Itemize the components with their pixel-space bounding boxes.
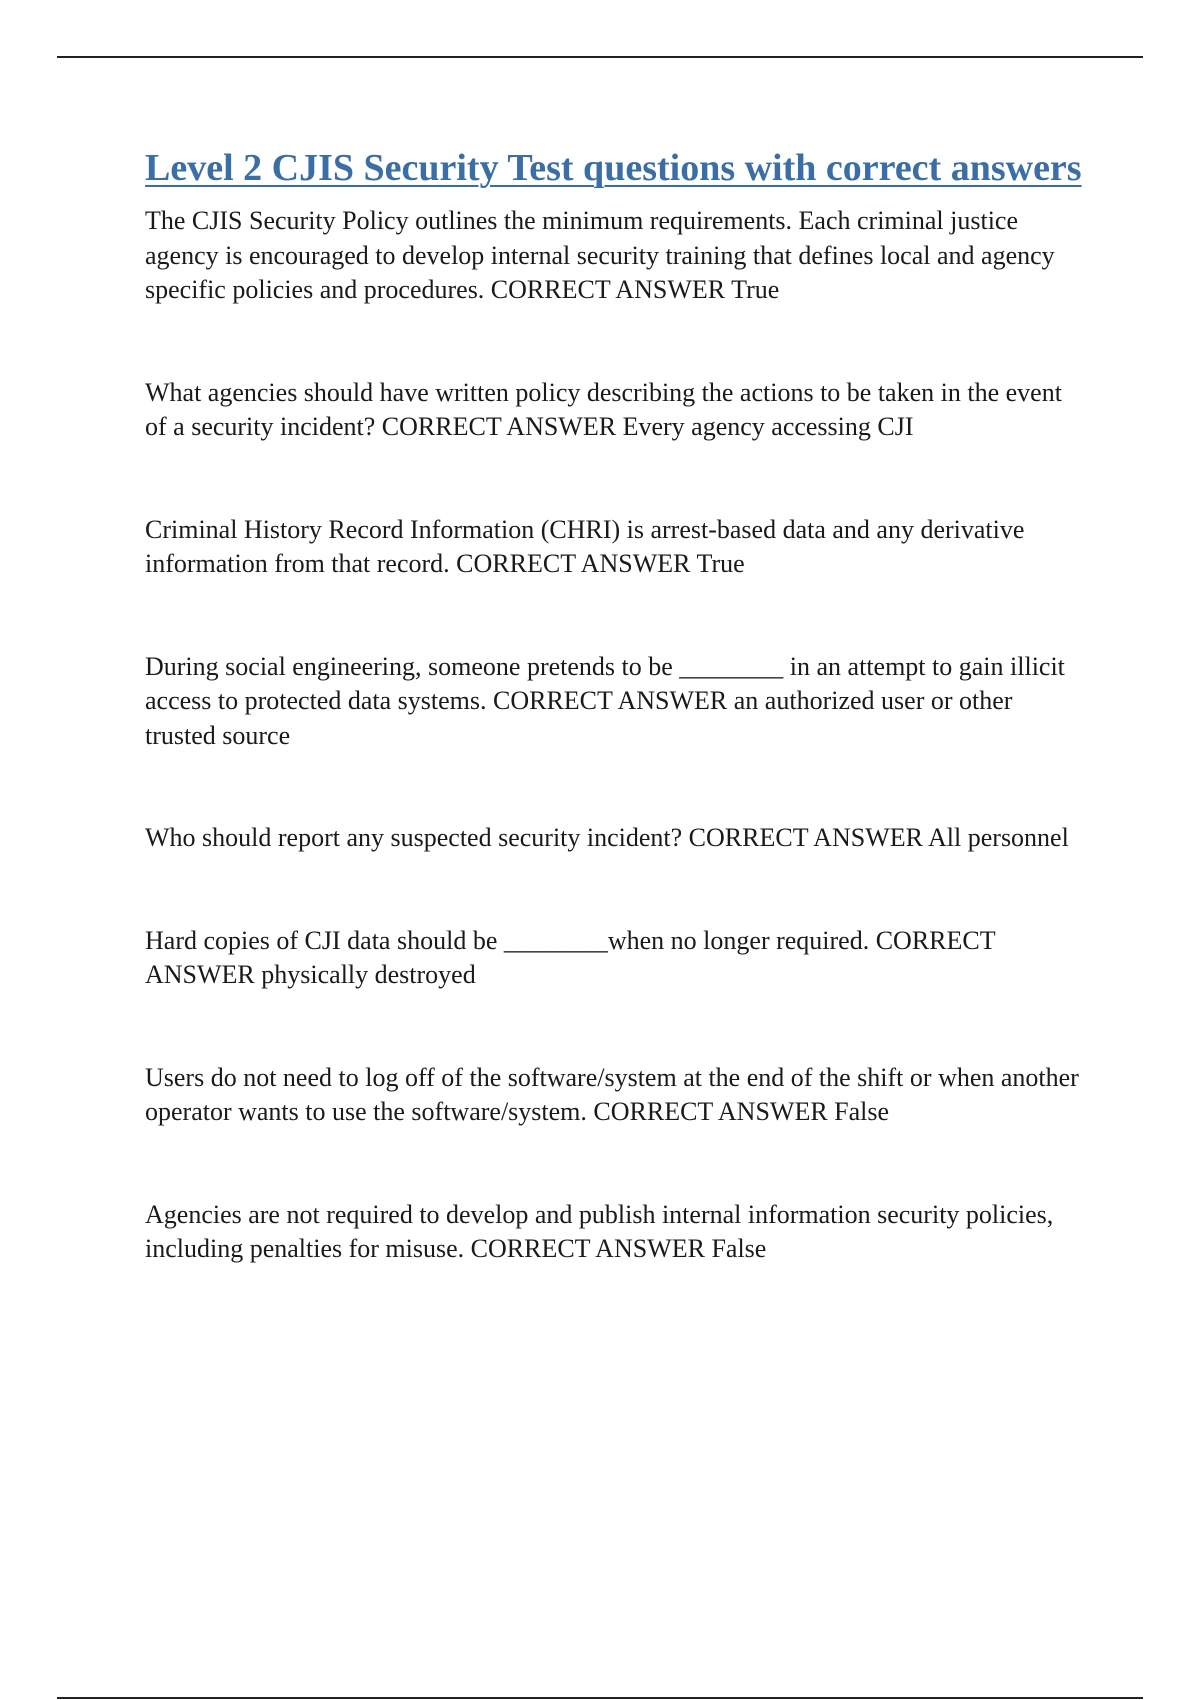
qa-entry-4: During social engineering, someone pretends to be ________ in an attempt to gain illicit access to protected data systems. CORRECT ANSWER an authorized user or other trusted source <box>145 651 1065 750</box>
document-title[interactable]: Level 2 CJIS Security Test questions with correct answers <box>145 147 1082 189</box>
document-body <box>145 142 1085 1267</box>
qa-entry-3: Criminal History Record Information (CHRI) is arrest-based data and any derivative information from that record. CORRECT ANSWER True <box>145 514 1025 578</box>
qa-entry-7: Users do not need to log off of the software/system at the end of the shift or when another operator wants to use the software/system. CORRECT ANSWER False <box>145 1062 1079 1126</box>
header-rule <box>57 56 1143 58</box>
qa-entry-6: Hard copies of CJI data should be ________when no longer required. CORRECT ANSWER physically destroyed <box>145 925 996 989</box>
qa-entry-1: The CJIS Security Policy outlines the minimum requirements. Each criminal justice agency is encouraged to develop internal security training that defines local and agency specific policies and procedures. CORRECT ANSWER True <box>145 206 1055 304</box>
qa-entry-5: Who should report any suspected security incident? CORRECT ANSWER All personnel <box>145 823 1069 852</box>
qa-entry-8: Agencies are not required to develop and publish internal information security policies, including penalties for misuse. CORRECT ANSWER False <box>145 1199 1054 1263</box>
qa-entry-2: What agencies should have written policy describing the actions to be taken in the event of a security incident? CORRECT ANSWER Every agency accessing CJI <box>145 377 1062 441</box>
footer-rule <box>57 1697 1143 1699</box>
